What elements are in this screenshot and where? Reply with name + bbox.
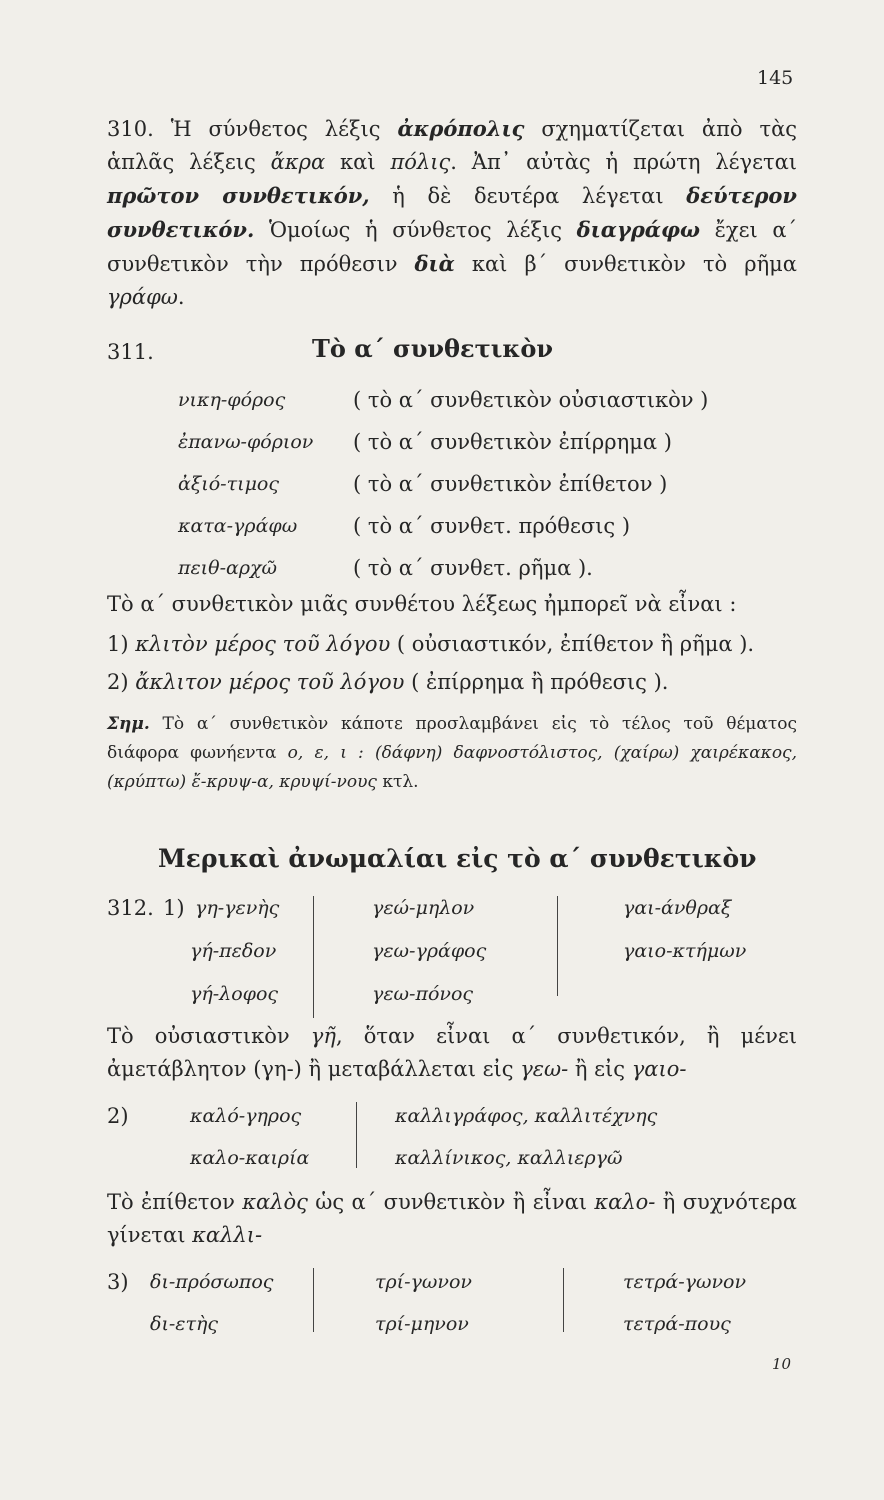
example-gloss: ( τὸ α΄ συνθετ. ρῆμα ). — [353, 556, 593, 580]
example-word: γαι-άνθραξ — [623, 897, 732, 919]
column-divider — [313, 896, 314, 1018]
example-word: ἐπανω-φόριον — [178, 431, 314, 453]
example-word: ἀξιό-τιμος — [178, 473, 279, 495]
paragraph: Τὸ ἐπίθετον καλὸς ὡς α΄ συνθετικὸν ἢ εἶναι καλο- ἢ συχνότερα γίνεται καλλι- — [107, 1190, 797, 1247]
example-word: κατα-γράφω — [178, 515, 298, 537]
list-item: 1) κλιτὸν μέρος τοῦ λόγου ( οὐσιαστικόν, ἐπίθετον ἢ ρῆμα ). — [107, 632, 755, 656]
example-word: δι-πρόσωπος — [150, 1271, 274, 1293]
column-divider — [313, 1268, 314, 1332]
list-item: 2) ἄκλιτον μέρος τοῦ λόγου ( ἐπίρρημα ἢ πρόθεσις ). — [107, 670, 669, 694]
section-number: 310. — [107, 117, 154, 141]
body-line: Τὸ α΄ συνθετικὸν μιᾶς συνθέτου λέξεως ἠμπορεῖ νὰ εἶναι : — [107, 592, 737, 616]
example-word: καλλιγράφος, καλλιτέχνης — [395, 1105, 658, 1127]
example-gloss: ( τὸ α΄ συνθετικὸν ἐπίθετον ) — [353, 472, 668, 496]
section-310: 310. Ἡ σύνθετος λέξις ἀκρόπολις σχηματίζεται ἀπὸ τὰς ἁπλᾶς λέξεις ἄκρα καὶ πόλις. Ἀπ᾿ αὐτὰς ἡ πρώτη λέγεται πρῶτον συνθετικόν, ἡ δὲ δευτέρα λέγεται δεύτερον συνθετικόν. Ὁμοίως ἡ σύνθετος λέξις διαγράφω ἔχει α΄ συνθετικὸν τὴν πρόθεσιν διὰ καὶ β΄ συνθετικὸν τὸ ρῆμα γράφω. — [107, 116, 798, 309]
example-word: γεω-πόνος — [372, 983, 474, 1005]
page-number: 145 — [757, 67, 794, 89]
signature-mark: 10 — [772, 1355, 792, 1373]
example-word: πειθ-αρχῶ — [178, 557, 277, 579]
group-number: 2) — [107, 1104, 129, 1128]
example-word: γεω-γράφος — [372, 940, 487, 962]
column-divider — [356, 1102, 357, 1168]
example-word: δι-ετὴς — [150, 1313, 219, 1335]
example-word: γεώ-μηλον — [372, 897, 475, 919]
example-gloss: ( τὸ α΄ συνθετ. πρόθεσις ) — [353, 514, 631, 538]
section-title: Τὸ α΄ συνθετικὸν — [312, 334, 554, 363]
note-label: Σημ. — [107, 714, 150, 734]
section-number: 312. — [107, 896, 154, 920]
example-word: τρί-γωνον — [375, 1271, 472, 1293]
example-word: καλό-γηρος — [190, 1105, 302, 1127]
note: Σημ. Τὸ α΄ συνθετικὸν κάποτε προσλαμβάνει εἰς τὸ τέλος τοῦ θέματος διάφορα φωνήεντα ο, ε, ι : (δάφνη) δαφνοστόλιστος, (χαίρω) χαιρέκακος, (κρύπτω) ἔ-κρυψ-α, κρυψί-νους κτλ. — [107, 714, 797, 792]
column-divider — [557, 896, 558, 996]
section-heading: Μερικαὶ ἀνωμαλίαι εἰς τὸ α΄ συνθετικὸν — [158, 844, 757, 873]
group-number: 3) — [107, 1270, 129, 1294]
section-number: 311. — [107, 340, 154, 364]
column-divider — [563, 1268, 564, 1332]
example-word: γή-λοφος — [190, 983, 279, 1005]
example-word: γαιο-κτήμων — [623, 940, 747, 962]
example-word: τετρά-πους — [623, 1313, 731, 1335]
example-word: καλλίνικος, καλλιεργῶ — [395, 1147, 623, 1169]
group-number: 1) — [163, 896, 185, 920]
example-word: νικη-φόρος — [178, 389, 286, 411]
example-gloss: ( τὸ α΄ συνθετικὸν οὐσιαστικὸν ) — [353, 388, 709, 412]
paragraph: Τὸ οὐσιαστικὸν γῆ, ὅταν εἶναι α΄ συνθετικόν, ἢ μένει ἀμετάβλητον (γη-) ἢ μεταβάλλεται εἰς γεω- ἢ εἰς γαιο- — [107, 1024, 797, 1081]
example-word: τρί-μηνον — [375, 1313, 469, 1335]
example-word: γη-γενὴς — [195, 897, 280, 919]
example-gloss: ( τὸ α΄ συνθετικὸν ἐπίρρημα ) — [353, 430, 672, 454]
example-word: τετρά-γωνον — [623, 1271, 747, 1293]
example-word: γή-πεδον — [190, 940, 277, 962]
example-word: καλο-καιρία — [190, 1147, 310, 1169]
